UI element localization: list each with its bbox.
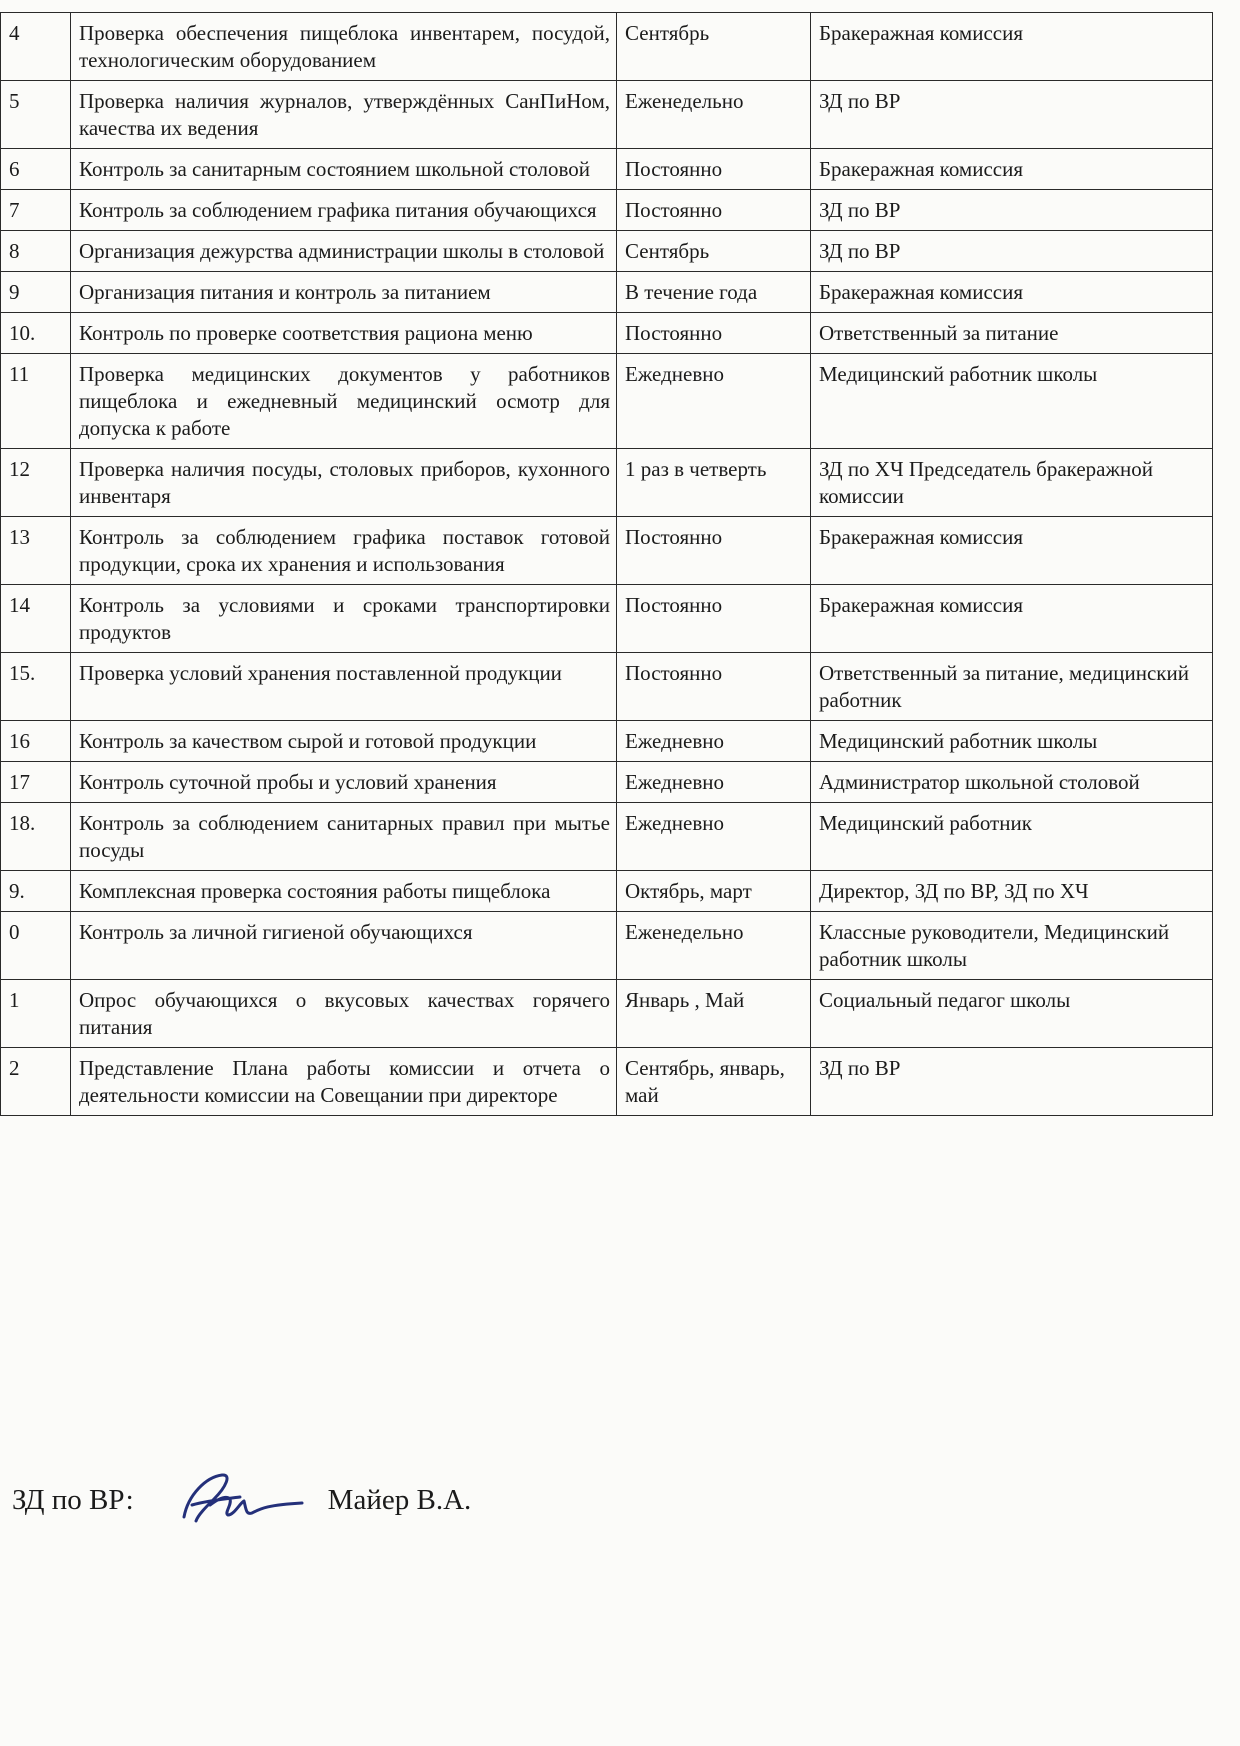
row-responsible: Бракеражная комиссия [811, 517, 1213, 585]
row-task: Контроль за соблюдением санитарных правил при мытье посуды [71, 803, 617, 871]
table-row [1, 1048, 1213, 1116]
row-number: 16 [1, 721, 71, 762]
row-responsible: Директор, ЗД по ВР, ЗД по ХЧ [811, 871, 1213, 912]
row-number: 6 [1, 149, 71, 190]
row-period: Постоянно [617, 190, 811, 231]
row-period: Еженедельно [617, 81, 811, 149]
row-task: Контроль суточной пробы и условий хранения [71, 762, 617, 803]
row-number: 2 [1, 1048, 71, 1116]
row-number: 9. [1, 871, 71, 912]
row-number: 12 [1, 449, 71, 517]
row-responsible: Медицинский работник школы [811, 354, 1213, 449]
row-task: Проверка наличия посуды, столовых приборов, кухонного инвентаря [71, 449, 617, 517]
row-task: Контроль за соблюдением графика поставок готовой продукции, срока их хранения и использования [71, 517, 617, 585]
row-responsible: Бракеражная комиссия [811, 13, 1213, 81]
row-period: Январь , Май [617, 980, 811, 1048]
row-period: Постоянно [617, 585, 811, 653]
row-task: Контроль за соблюдением графика питания обучающихся [71, 190, 617, 231]
row-responsible: Бракеражная комиссия [811, 585, 1213, 653]
table-row [1, 449, 1213, 517]
table-row [1, 912, 1213, 980]
row-number: 11 [1, 354, 71, 449]
row-responsible: ЗД по ВР [811, 231, 1213, 272]
row-number: 10. [1, 313, 71, 354]
row-responsible: Бракеражная комиссия [811, 149, 1213, 190]
row-period: Ежедневно [617, 762, 811, 803]
row-period: Ежедневно [617, 721, 811, 762]
row-task: Комплексная проверка состояния работы пищеблока [71, 871, 617, 912]
row-period: Сентябрь [617, 13, 811, 81]
table-row [1, 272, 1213, 313]
row-number: 13 [1, 517, 71, 585]
row-number: 8 [1, 231, 71, 272]
table-row [1, 517, 1213, 585]
row-period: В течение года [617, 272, 811, 313]
table-row [1, 81, 1213, 149]
row-responsible: Классные руководители, Медицинский работник школы [811, 912, 1213, 980]
plan-table [0, 12, 1213, 1116]
table-row [1, 871, 1213, 912]
signature-block [12, 1465, 471, 1535]
row-responsible: ЗД по ВР [811, 81, 1213, 149]
row-number: 17 [1, 762, 71, 803]
table-row [1, 721, 1213, 762]
row-task: Проверка обеспечения пищеблока инвентарем, посудой, технологическим оборудованием [71, 13, 617, 81]
row-task: Организация дежурства администрации школы в столовой [71, 231, 617, 272]
table-row [1, 980, 1213, 1048]
row-responsible: Ответственный за питание [811, 313, 1213, 354]
table-row [1, 313, 1213, 354]
row-number: 4 [1, 13, 71, 81]
row-period: Постоянно [617, 313, 811, 354]
table-row [1, 190, 1213, 231]
row-period: Еженедельно [617, 912, 811, 980]
row-period: Постоянно [617, 149, 811, 190]
row-task: Организация питания и контроль за питанием [71, 272, 617, 313]
row-period: Октябрь, март [617, 871, 811, 912]
row-task: Проверка медицинских документов у работников пищеблока и ежедневный медицинский осмотр для допуска к работе [71, 354, 617, 449]
signature-label: ЗД по ВР: [12, 1483, 134, 1516]
row-task: Представление Плана работы комиссии и отчета о деятельности комиссии на Совещании при директоре [71, 1048, 617, 1116]
table-row [1, 585, 1213, 653]
row-period: Постоянно [617, 517, 811, 585]
table-row [1, 803, 1213, 871]
row-responsible: Социальный педагог школы [811, 980, 1213, 1048]
row-responsible: Бракеражная комиссия [811, 272, 1213, 313]
row-responsible: Ответственный за питание, медицинский работник [811, 653, 1213, 721]
row-task: Контроль за качеством сырой и готовой продукции [71, 721, 617, 762]
row-number: 15. [1, 653, 71, 721]
row-task: Проверка условий хранения поставленной продукции [71, 653, 617, 721]
plan-table-body [1, 13, 1213, 1116]
row-responsible: ЗД по ВР [811, 190, 1213, 231]
row-number: 1 [1, 980, 71, 1048]
table-row [1, 149, 1213, 190]
row-number: 18. [1, 803, 71, 871]
table-row [1, 762, 1213, 803]
row-number: 14 [1, 585, 71, 653]
row-period: Сентябрь, январь, май [617, 1048, 811, 1116]
row-task: Проверка наличия журналов, утверждённых СанПиНом, качества их ведения [71, 81, 617, 149]
row-task: Контроль по проверке соответствия рациона меню [71, 313, 617, 354]
table-row [1, 653, 1213, 721]
table-row [1, 231, 1213, 272]
row-period: Ежедневно [617, 803, 811, 871]
row-responsible: Медицинский работник [811, 803, 1213, 871]
row-number: 5 [1, 81, 71, 149]
row-period: 1 раз в четверть [617, 449, 811, 517]
row-responsible: ЗД по ВР [811, 1048, 1213, 1116]
signature-name: Майер В.А. [327, 1483, 472, 1516]
row-number: 0 [1, 912, 71, 980]
row-period: Сентябрь [617, 231, 811, 272]
row-number: 7 [1, 190, 71, 231]
row-task: Контроль за санитарным состоянием школьной столовой [71, 149, 617, 190]
row-period: Постоянно [617, 653, 811, 721]
row-responsible: Медицинский работник школы [811, 721, 1213, 762]
table-row [1, 354, 1213, 449]
table-row [1, 13, 1213, 81]
row-task: Опрос обучающихся о вкусовых качествах горячего питания [71, 980, 617, 1048]
handwritten-signature-icon [166, 1465, 306, 1535]
row-responsible: ЗД по ХЧ Председатель бракеражной комиссии [811, 449, 1213, 517]
row-responsible: Администратор школьной столовой [811, 762, 1213, 803]
row-period: Ежедневно [617, 354, 811, 449]
row-task: Контроль за условиями и сроками транспортировки продуктов [71, 585, 617, 653]
row-number: 9 [1, 272, 71, 313]
row-task: Контроль за личной гигиеной обучающихся [71, 912, 617, 980]
